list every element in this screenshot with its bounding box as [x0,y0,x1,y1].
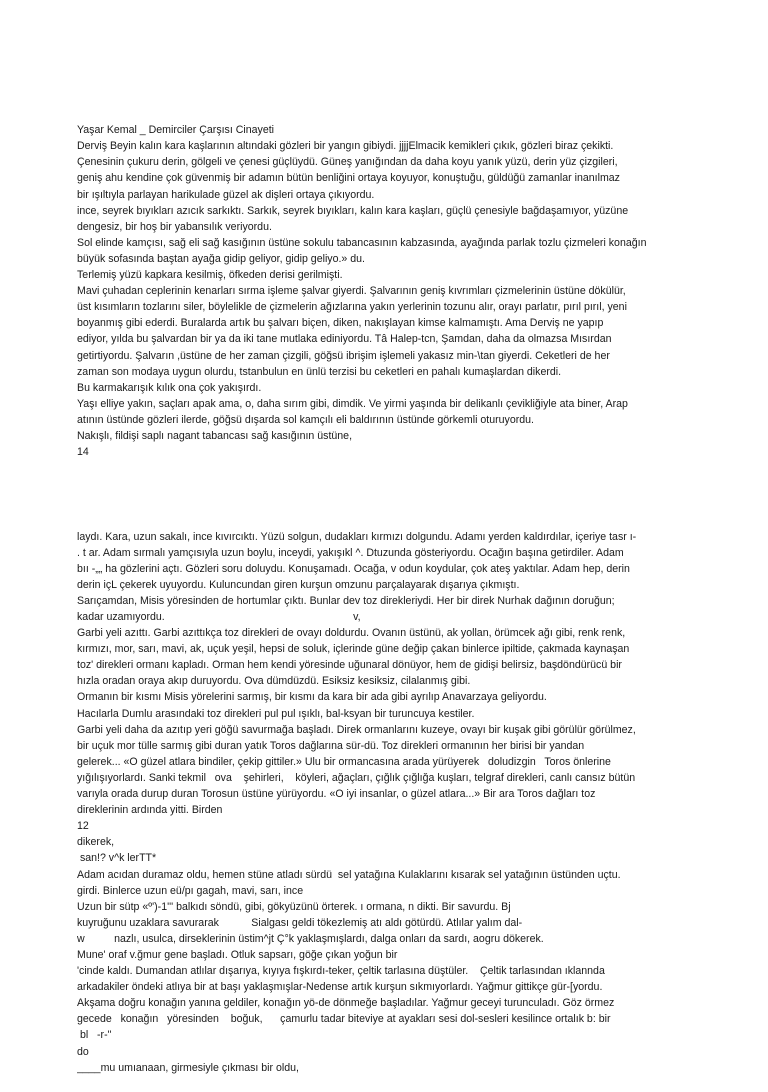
text-block-2 [77,529,703,1076]
text-line: Mavi çuhadan ceplerinin kenarları sırma işleme şalvar giyerdi. Şalvarının geniş kıvrımları çizmelerinin üstüne dökülür, [77,285,626,298]
text-line: Mune' oraf v.ğmur gene başladı. Otluk sapsarı, göğe çıkan yoğun bir [77,948,398,961]
text-line: toz' direkleri ormanı kapladı. Orman hem kendi yöresinde uğunaral dönüyor, hem de gidişi belirsiz, başdöndürücü bir [77,659,622,672]
text-line: ince, seyrek bıyıkları azıcık sarkıktı. Sarkık, seyrek bıyıkları, kalın kara kaşları, güçlü çenesiyle bağdaşamıyor, yüzüne [77,204,629,217]
text-line: 'cinde kaldı. Dumandan atlılar dışarıya, kıyıya fışkırdı-teker, çeltik tarlasına düştüler. Çeltik tarlasından ıklannda [77,965,605,978]
text-line: Uzun bir sütp «º')-1''' balkıdı söndü, gibi, gökyüzünü örterek. ı ormana, n dikti. Bir savurdu. Bj [77,900,511,913]
text-line: arkadakiler öndeki atlıya bir at başı yaklaşmışlar-Nedense artık kurşun sıkmıyorlardı. Yağmur gittikçe gür-[yordu. [77,981,603,994]
text-line: varıyla orada durup duran Torosun üstüne yürüyordu. «O iyi insanlar, o güzel atlara...» Bir ara Toros dağları toz [77,788,596,801]
text-line: atının üstünde gözleri ilerde, göğsü dışarda sol kamçılı eli baldırının üstünde görkemli oturuyordu. [77,413,534,426]
text-line: bıı -„„ ha gözlerini açtı. Gözleri soru doluydu. Konuşamadı. Ocağa, v odun koydular, çok ateş yaktılar. Adam hep, derin [77,562,630,575]
text-line: bl -r-" [77,1029,112,1042]
block-gap [77,492,703,496]
text-line: getirtiyordu. Şalvarın ,üstüne de her zaman çizgili, göğsü ibrişim işlemeli yakasız min-\tan giyerdi. Ceketleri de her [77,349,610,362]
text-line: laydı. Kara, uzun sakalı, ince kıvırcıktı. Yüzü solgun, dudakları kırmızı dolgundu. Adamı yerden kaldırdılar, içeriye tasr ı- [77,530,637,543]
text-line: ____mu umıanaan, girmesiyle çıkması bir oldu, [77,1061,299,1074]
text-line: derin içL çekerek uyuyordu. Kuluncundan giren kurşun omzunu parçalayarak dışarıya çıkmıştı. [77,578,520,591]
text-line: büyük sofasında baştan ayağa gidip geliyor, gidip geliyo.» du. [77,252,365,265]
text-line: kırmızı, mor, sarı, mavi, ak, uçuk yeşil, hepsi de soluk, içlerinde güne değip çakan binlerce ipiltide, çakmada kaynaşan [77,643,630,656]
text-line: gelerek... «O güzel atlara bindiler, çekip gittiler.» Ulu bir ormancasına arada yürüyerek doludizgin Toros önlerine [77,755,611,768]
text-line: bir ışıltıyla parlayan harikulade güzel ak dişleri ortaya çıkıyordu. [77,188,375,201]
text-line: girdi. Binlerce uzun eü/pı gagah, mavi, sarı, ince [77,884,304,897]
text-line: 12 [77,820,89,833]
text-line: san!? v^k lerTT* [77,852,157,865]
text-line: gecede konağın yöresinden boğuk, çamurlu tadar biteviye at ayakları sesi dol-sesleri kesilince ortalık b: bir [77,1013,611,1026]
text-line: . t ar. Adam sırmalı yamçısıyla uzun boylu, inceydi, yakışıkl ^. Dtuzunda gösteriyordu. Ocağın başına getirdiler. Adam [77,546,624,559]
text-line: Çenesinin çukuru derin, gölgeli ve çenesi güçlüydü. Güneş yanığından da daha koyu yanık yüzü, derin yüz çizgileri, [77,156,618,169]
text-line: boyanmış gibi ederdi. Buralarda artık bu şalvarı biçen, diken, nakışlayan kimse kalmamıştı. Ama Derviş ne yapıp [77,317,604,330]
text-line: kadar uzamıyordu. v, [77,611,361,623]
text-line: w nazlı, usulca, dirseklerinin üstim^jt Ç°k yaklaşmışlardı, dalga onları da sardı, aogru dökerek. [77,932,544,945]
text-line: Yaşar Kemal _ Demirciler Çarşısı Cinayeti [77,124,275,137]
text-block-1 [77,122,703,460]
text-line: Akşama doğru konağın yanına geldiler, konağın yö-de dönmeğe başladılar. Yağmur geceyi turunculadı. Göz örmez [77,997,615,1010]
text-line: geniş ahu kendine çok güvenmiş bir adamın bütün benliğini ortaya koyuyor, konuştuğu, güldüğü zamanlar inanılmaz [77,172,620,185]
text-line: 14 [77,446,89,459]
text-line: Bu karmakarışık kılık ona çok yakışırdı. [77,381,262,394]
text-line: dengesiz, bir hoş bir yabansılık veriyordu. [77,220,272,233]
text-line: ediyor, yılda bu şalvardan bir ya da iki tane mutlaka ediniyordu. Tâ Halep-tcn, Şamdan, daha da olmazsa Mısırdan [77,333,612,346]
text-line: zaman son modaya uygun olurdu, tstanbulun en ünlü terzisi bu ceketleri en pahalı kumaşlardan dikerdi. [77,365,562,378]
text-line: üst kısımların tozlarını siler, böylelikle de çizmelerin ağızlarına yakın yerlerinin tozunu alır, orayı parlatır, pırıl pırıl, yeni [77,301,627,314]
text-line: Hacılarla Dumlu arasındaki toz direkleri pul pul ışıklı, bal-ksyan bir turuncuya kestiler. [77,707,475,720]
text-line: Sarıçamdan, Misis yöresinden de hortumlar çıktı. Bunlar dev toz direkleriydi. Her bir direk Nurhak dağının doruğun; [77,594,615,607]
text-line: Garbi yeli azıttı. Garbi azıttıkça toz direkleri de ovayı doldurdu. Ovanın üstünü, ak yollan, örümcek ağı gibi, renk renk, [77,627,626,640]
text-line: do [77,1045,89,1058]
text-line: Ormanın bir kısmı Misis yörelerini sarmış, bir kısmı da kara bir ada gibi ayrılıp Anavarzaya geliyordu. [77,691,547,704]
text-line: hızla oradan oraya akıp duruyordu. Ova dümdüzdü. Esiksiz kesiksiz, cilalanmış gibi. [77,675,471,688]
text-line: direklerinin ardında yitti. Birden [77,804,223,817]
text-line: Sol elinde kamçısı, sağ eli sağ kasığının üstüne sokulu tabancasının kabzasında, ayağında parlak tozlu çizmeleri konağın [77,236,647,249]
text-line: Terlemiş yüzü kapkara kesilmiş, öfkeden derisi gerilmişti. [77,269,343,282]
text-line: Garbi yeli daha da azıtıp yeri göğü savurmağa başladı. Direk ormanlarını kuzeye, ovayı bir kuşak gibi görülür görülmez, [77,723,636,736]
text-line: Derviş Beyin kalın kara kaşlarının altındaki gözleri bir yangın gibiydi. jjjjElmacik kemikleri çıkık, gözleri biraz çekikti. [77,140,614,153]
text-line: Nakışlı, fildişi saplı nagant tabancası sağ kasığının üstüne, [77,429,353,442]
text-line: yığılışıyorlardı. Sanki tekmil ova şehirleri, köyleri, ağaçları, çığlık çığlığa kuşları, telgraf direkleri, canlı cansız bütün [77,771,636,784]
text-line: bir uçuk mor tülle sarmış gibi duran yatık Toros dağlarına sür-dü. Toz direkleri ormanının her birisi bir yandan [77,739,585,752]
document-page [77,90,703,1092]
text-line: Yaşı elliye yakın, saçları apak ama, o, daha sırım gibi, dimdik. Ve yirmi yaşında bir delikanlı çevikliğiyle ata biner, Arap [77,397,628,410]
text-line: kuyruğunu uzaklara savurarak Sialgası geldi tökezlemiş atı aldı götürdü. Atlılar yalım dal- [77,916,523,929]
text-line: Adam acıdan duramaz oldu, hemen stüne atladı sürdü sel yatağına Kulaklarını kısarak sel yatağının üstünden uçtu. [77,868,621,881]
text-line: dikerek, [77,836,115,849]
